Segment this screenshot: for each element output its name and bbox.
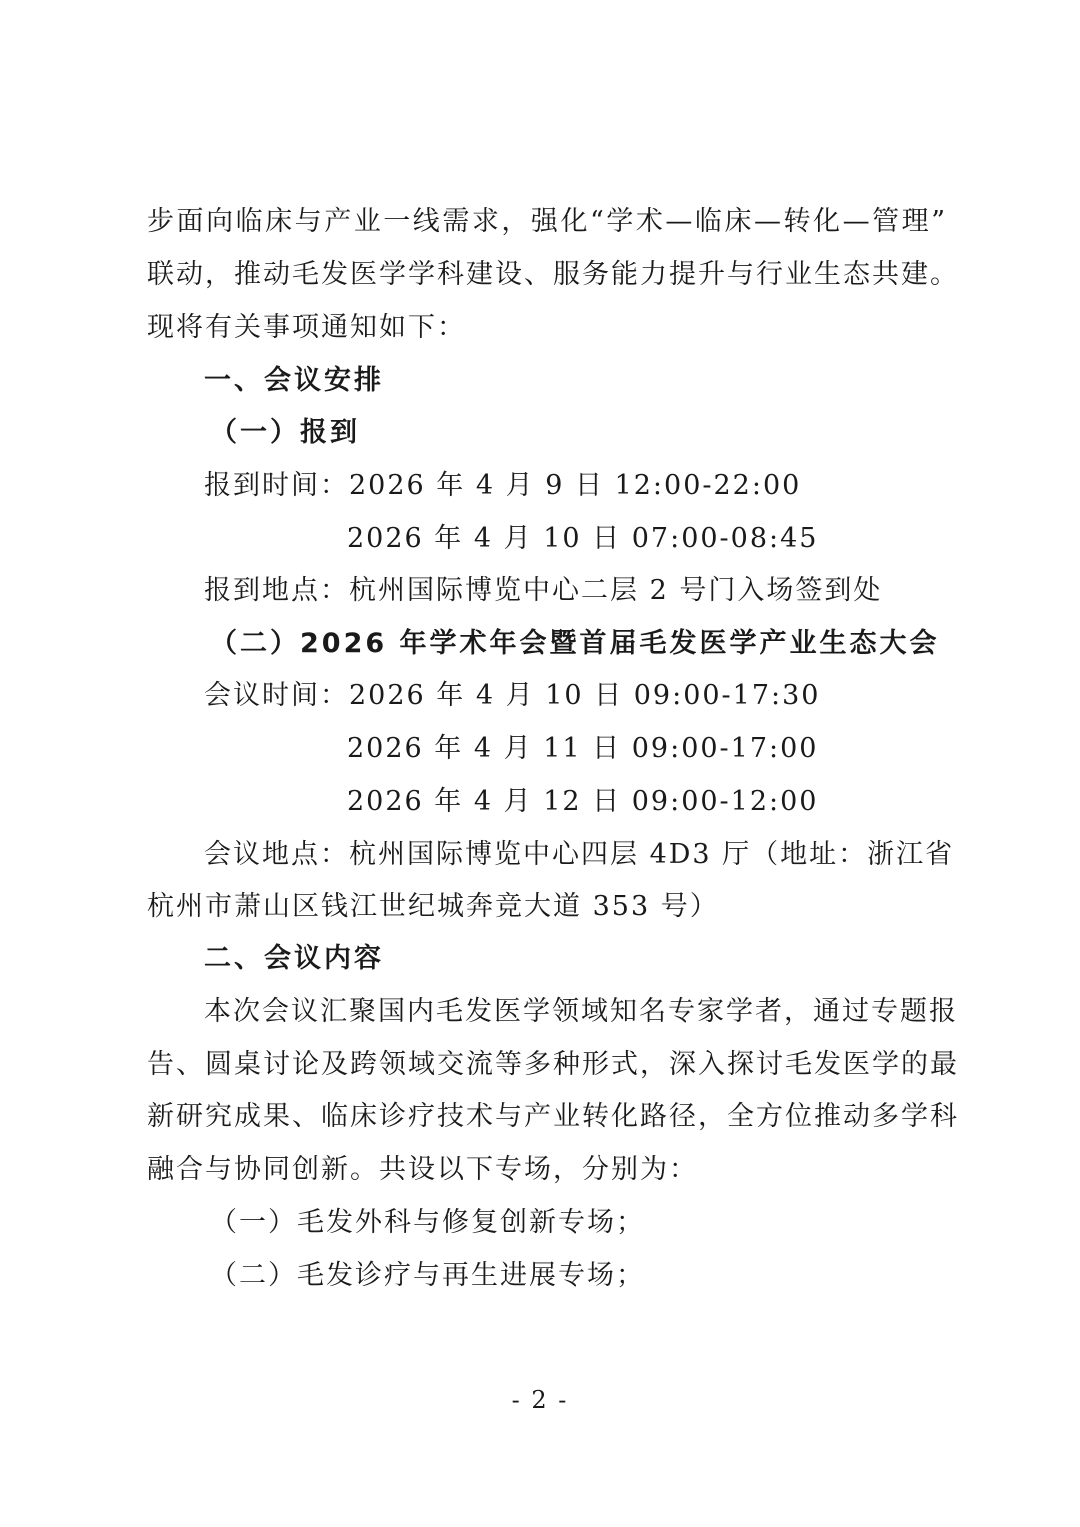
meeting-time-line-2: 2026 年 4 月 11 日 09:00-17:00: [347, 733, 819, 764]
content-line-4: 融合与协同创新。共设以下专场，分别为：: [147, 1154, 698, 1185]
intro-line-2: 联动，推动毛发医学学科建设、服务能力提升与行业生态共建。: [147, 259, 959, 290]
section2-heading: 二、会议内容: [204, 943, 384, 974]
intro-line-1: 步面向临床与产业一线需求，强化“学术—临床—转化—管理”: [147, 206, 947, 237]
section1-sub2-heading: （二）2026 年学术年会暨首届毛发医学产业生态大会: [210, 628, 940, 659]
meeting-time-line-1: 会议时间：2026 年 4 月 10 日 09:00-17:30: [204, 680, 821, 711]
section1-heading: 一、会议安排: [204, 365, 384, 396]
list-item: （一）毛发外科与修复创新专场；: [210, 1207, 645, 1238]
checkin-place: 报到地点：杭州国际博览中心二层 2 号门入场签到处: [204, 575, 883, 606]
content-line-2: 告、圆桌讨论及跨领域交流等多种形式，深入探讨毛发医学的最: [147, 1049, 959, 1080]
content-line-3: 新研究成果、临床诊疗技术与产业转化路径，全方位推动多学科: [147, 1101, 959, 1132]
meeting-place-line-1: 会议地点：杭州国际博览中心四层 4D3 厅（地址：浙江省: [204, 839, 955, 870]
checkin-time-line-2: 2026 年 4 月 10 日 07:00-08:45: [347, 523, 819, 554]
page-number: - 2 -: [511, 1386, 569, 1414]
meeting-place-line-2: 杭州市萧山区钱江世纪城奔竞大道 353 号）: [147, 891, 719, 922]
checkin-time-line-1: 报到时间：2026 年 4 月 9 日 12:00-22:00: [204, 470, 802, 501]
content-line-1: 本次会议汇聚国内毛发医学领域知名专家学者，通过专题报: [204, 996, 958, 1027]
intro-line-3: 现将有关事项通知如下：: [147, 312, 466, 343]
section1-sub1-heading: （一）报到: [210, 417, 360, 448]
meeting-time-line-3: 2026 年 4 月 12 日 09:00-12:00: [347, 786, 819, 817]
list-item: （二）毛发诊疗与再生进展专场；: [210, 1260, 645, 1291]
